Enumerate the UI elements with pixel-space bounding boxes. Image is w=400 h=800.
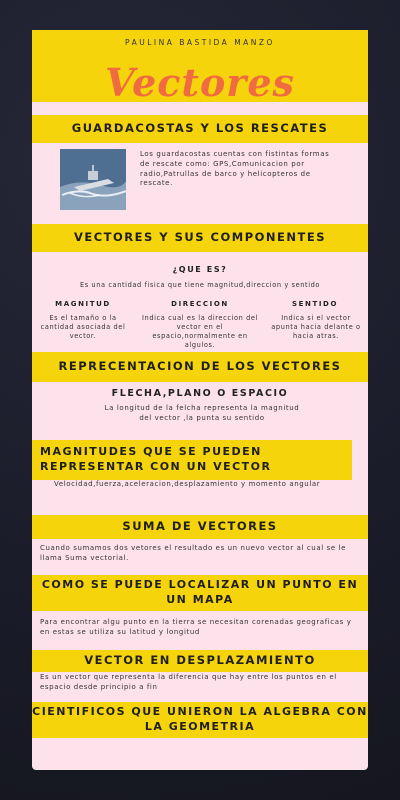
representacion-text: La longitud de la felcha representa la magnitud del vector ,la punta su sentido — [104, 404, 300, 422]
que-es-title: ¿QUE ES? — [172, 265, 228, 274]
suma-text: Cuando sumamos dos vetores el resultado es un nuevo vector al cual se le llama Suma vectorial. — [40, 544, 347, 562]
desplazamiento-text: Es un vector que representa la diferencia que hay entre los puntos en el espacio desde principio a fin — [40, 673, 337, 691]
section-heading-desplazamiento: VECTOR EN DESPLAZAMIENTO — [32, 650, 368, 672]
author-name: PAULINA BASTIDA MANZO — [125, 38, 275, 47]
localizar-text: Para encontrar algu punto en la tierra se necesitan corenadas geograficas y en estas se utiliza su latitud y longitud — [40, 618, 352, 636]
direccion-heading: DIRECCION — [171, 300, 229, 308]
section-heading-suma: SUMA DE VECTORES — [32, 515, 368, 539]
section-heading-magnitudes: MAGNITUDES QUE SE PUEDEN REPRESENTAR CON UN VECTOR — [32, 440, 352, 480]
section-heading-guardacostas: GUARDACOSTAS Y LOS RESCATES — [32, 115, 368, 143]
que-es-text: Es una cantidad fisica que tiene magnitud,direccion y sentido — [79, 281, 321, 289]
infographic-card — [32, 30, 368, 770]
magnitud-heading: MAGNITUD — [55, 300, 111, 308]
direccion-text: Indica cual es la direccion del vector en el espacio,normalmente en algulos. — [142, 314, 258, 349]
ship-photo-icon — [60, 149, 126, 210]
sentido-text: Indica si el vector apunta hacia delante o hacia atras. — [271, 314, 361, 340]
coast-guard-ship-image — [60, 149, 126, 210]
section-heading-representacion: REPRECENTACION DE LOS VECTORES — [32, 352, 368, 382]
guardacostas-text: Los guardacostas cuentas con fistintas formas de rescate como: GPS,Comunicacion por radio,Patrullas de barco y helicopteros de rescate. — [140, 150, 330, 188]
section-heading-cientificos: CIENTIFICOS QUE UNIERON LA ALGEBRA CON LA GEOMETRIA — [32, 702, 368, 738]
magnitud-text: Es el tamaño o la cantidad asociada del vector. — [40, 314, 126, 340]
section-heading-componentes: VECTORES Y SUS COMPONENTES — [32, 224, 368, 252]
sentido-heading: SENTIDO — [291, 300, 339, 308]
section-heading-localizar: COMO SE PUEDE LOCALIZAR UN PUNTO EN UN MAPA — [32, 575, 368, 611]
magnitudes-text: Velocidad,fuerza,aceleracion,desplazamiento y momento angular — [54, 480, 321, 488]
representacion-subtitle: FLECHA,PLANO O ESPACIO — [111, 388, 289, 399]
page-title: Vectores — [105, 60, 295, 105]
